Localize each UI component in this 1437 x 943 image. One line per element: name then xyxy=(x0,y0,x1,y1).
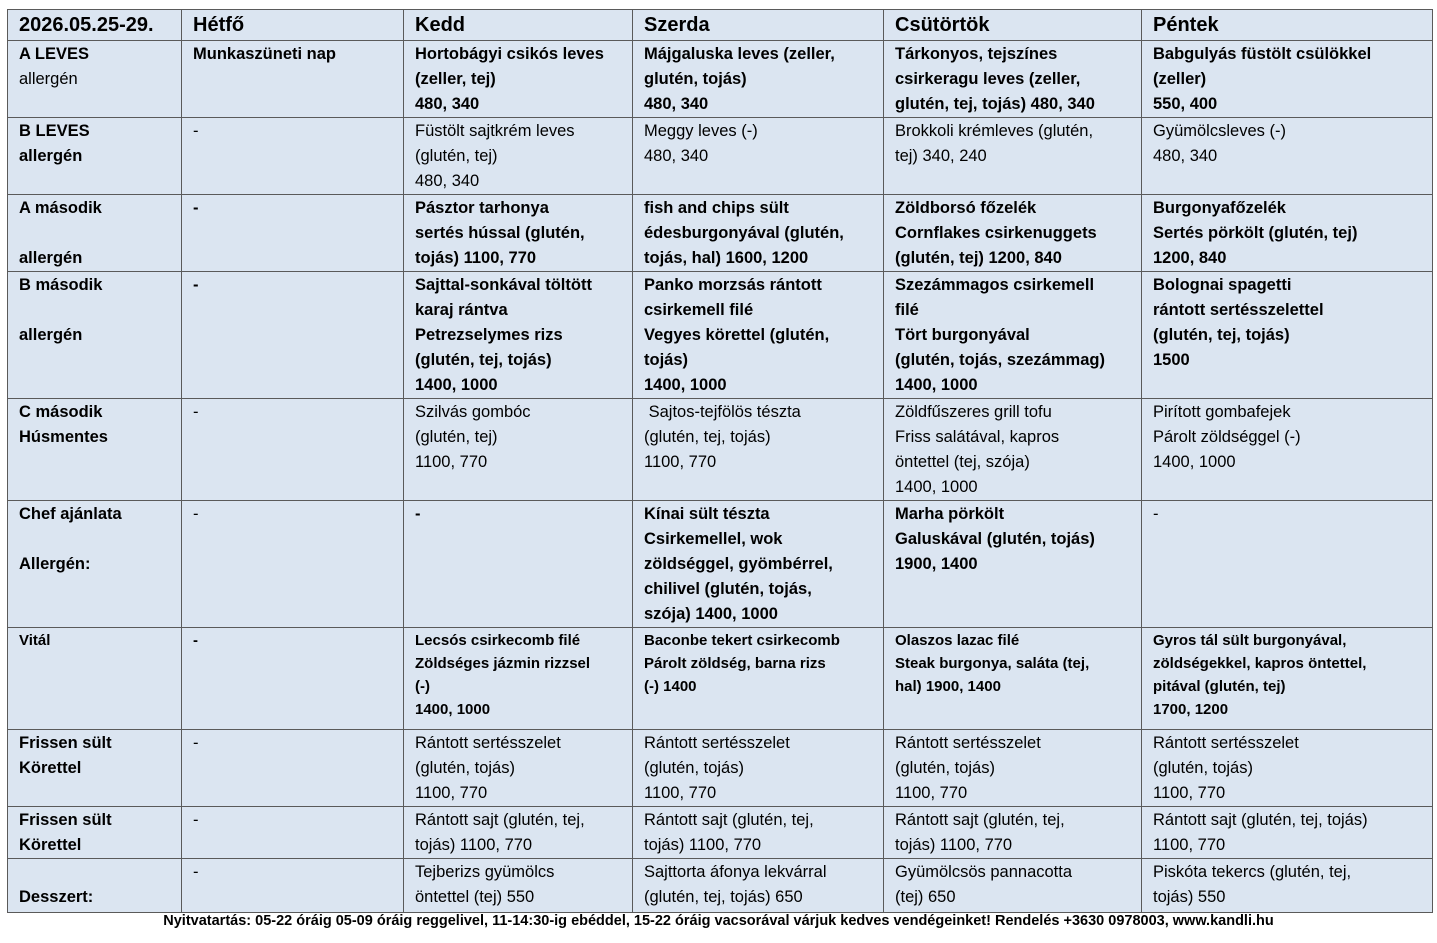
menu-cell-b-masodik-wednesday xyxy=(633,272,884,399)
menu-cell-frissen-1-wednesday xyxy=(633,730,884,807)
menu-item-line: Panko morzsás rántott xyxy=(644,276,822,294)
menu-cell-c-masodik-wednesday xyxy=(633,399,884,501)
menu-item-line: szója) 1400, 1000 xyxy=(644,605,778,623)
menu-row-b-leves xyxy=(8,118,1433,195)
row-label-line: Allergén: xyxy=(19,555,91,573)
menu-cell-c-masodik-friday xyxy=(1142,399,1433,501)
menu-cell-a-masodik-monday xyxy=(182,195,404,272)
menu-cell-b-masodik-tuesday xyxy=(404,272,633,399)
menu-cell-frissen-1-friday xyxy=(1142,730,1433,807)
menu-item-line: (glutén, tej, tojás) 650 xyxy=(644,888,803,906)
row-label-a-masodik xyxy=(8,195,182,272)
menu-row-vital xyxy=(8,628,1433,730)
header-row xyxy=(8,10,1433,41)
row-label-line xyxy=(19,221,181,246)
menu-item-line: - xyxy=(193,863,199,881)
menu-cell-b-leves-monday xyxy=(182,118,404,195)
menu-cell-b-masodik-monday xyxy=(182,272,404,399)
menu-item-line: Zöldséges jázmin rizzsel xyxy=(415,655,591,672)
row-label-line: allergén xyxy=(19,249,83,267)
menu-item-line: Burgonyafőzelék xyxy=(1153,199,1286,217)
menu-item-line: Vegyes körettel (glutén, xyxy=(644,326,830,344)
menu-item-line: Rántott sajt (glutén, tej, xyxy=(644,811,814,829)
menu-item-line: Brokkoli krémleves (glutén, xyxy=(895,122,1094,140)
row-label-line: C második xyxy=(19,403,103,421)
menu-item-line: tojás) 1100, 770 xyxy=(895,836,1013,854)
menu-item-line: Rántott sajt (glutén, tej, xyxy=(895,811,1065,829)
menu-item-line: 480, 340 xyxy=(415,95,480,113)
menu-cell-vital-monday xyxy=(182,628,404,730)
menu-item-line: Sajtos-tejfölös tészta xyxy=(644,403,801,421)
menu-item-line: - xyxy=(193,734,199,752)
menu-item-line: tojás) 550 xyxy=(1153,888,1226,906)
menu-cell-frissen-1-monday xyxy=(182,730,404,807)
day-monday: Hétfő xyxy=(182,10,404,41)
menu-cell-desszert-wednesday xyxy=(633,859,884,913)
menu-cell-vital-thursday xyxy=(884,628,1142,730)
menu-item-line: Kínai sült tészta xyxy=(644,505,770,523)
menu-cell-frissen-1-tuesday xyxy=(404,730,633,807)
menu-cell-b-masodik-thursday xyxy=(884,272,1142,399)
menu-item-line: Párolt zöldség, barna rizs xyxy=(644,655,826,672)
menu-item-line: Rántott sajt (glutén, tej, tojás) xyxy=(1153,811,1368,829)
menu-item-line: (glutén, tojás) xyxy=(644,759,744,777)
menu-row-a-leves xyxy=(8,41,1433,118)
menu-item-line: zöldségekkel, kapros öntettel, xyxy=(1153,655,1367,672)
menu-item-line: öntettel (tej) 550 xyxy=(415,888,535,906)
menu-item-line: Friss salátával, kapros xyxy=(895,428,1060,446)
menu-cell-a-masodik-wednesday xyxy=(633,195,884,272)
row-label-line: allergén xyxy=(19,70,78,88)
menu-item-line: 1100, 770 xyxy=(415,784,488,802)
menu-item-line: rántott sertésszelettel xyxy=(1153,301,1324,319)
menu-item-line: Csirkemellel, wok xyxy=(644,530,783,548)
menu-item-line: (glutén, tojás, szezámmag) xyxy=(895,351,1105,369)
menu-item-line: pitával (glutén, tej) xyxy=(1153,678,1286,695)
menu-row-desszert xyxy=(8,859,1433,913)
row-label-line: Frissen sült xyxy=(19,811,112,829)
menu-cell-chef-friday xyxy=(1142,501,1433,628)
menu-item-line: Szezámmagos csirkemell xyxy=(895,276,1095,294)
row-label-line: B LEVES xyxy=(19,122,90,140)
row-label-desszert xyxy=(8,859,182,913)
row-label-frissen-1 xyxy=(8,730,182,807)
day-tuesday: Kedd xyxy=(404,10,633,41)
menu-item-line: csirkemell filé xyxy=(644,301,754,319)
menu-item-line: Petrezselymes rizs xyxy=(415,326,563,344)
menu-item-line: 1100, 770 xyxy=(895,784,968,802)
row-label-line: B második xyxy=(19,276,103,294)
menu-item-line: Galuskával (glutén, tojás) xyxy=(895,530,1095,548)
menu-cell-a-masodik-thursday xyxy=(884,195,1142,272)
menu-item-line: 1400, 1000 xyxy=(1153,453,1236,471)
menu-cell-b-leves-tuesday xyxy=(404,118,633,195)
menu-item-line: (zeller, tej) xyxy=(415,70,496,88)
row-label-a-leves xyxy=(8,41,182,118)
menu-cell-vital-wednesday xyxy=(633,628,884,730)
menu-item-line: 480, 340 xyxy=(644,147,709,165)
menu-item-line: karaj rántva xyxy=(415,301,508,319)
menu-item-line: Babgulyás füstölt csülökkel xyxy=(1153,45,1372,63)
row-label-line: A második xyxy=(19,199,102,217)
menu-cell-chef-thursday xyxy=(884,501,1142,628)
menu-item-line: Pásztor tarhonya xyxy=(415,199,549,217)
row-label-vital xyxy=(8,628,182,730)
menu-item-line: (glutén, tej) 1200, 840 xyxy=(895,249,1062,267)
menu-item-line: tojás) 1100, 770 xyxy=(644,836,762,854)
week-date: 2026.05.25-29. xyxy=(8,10,182,41)
opening-hours-footer: Nyitvatartás: 05-22 óráig 05-09 óráig reggelivel, 11-14:30-ig ebéddel, 15-22 óráig vacsorával várjuk kedves vendégeinket! Rendelés +3630 0978003, www.kandli.hu xyxy=(163,913,1274,929)
menu-item-line: - xyxy=(193,632,198,649)
menu-row-b-masodik xyxy=(8,272,1433,399)
row-label-line: Körettel xyxy=(19,759,82,777)
menu-item-line: 1400, 1000 xyxy=(415,701,491,718)
menu-item-line: filé xyxy=(895,301,919,319)
row-label-line xyxy=(19,527,181,552)
menu-item-line: - xyxy=(415,505,421,523)
menu-item-line: (-) xyxy=(415,678,430,695)
row-label-line xyxy=(19,860,181,885)
menu-item-line: 1500 xyxy=(1153,351,1190,369)
menu-item-line: Munkaszüneti nap xyxy=(193,45,337,63)
menu-item-line: öntettel (tej, szója) xyxy=(895,453,1030,471)
menu-item-line: - xyxy=(193,122,199,140)
row-label-frissen-2 xyxy=(8,807,182,859)
menu-item-line: (glutén, tej, tojás) xyxy=(644,428,771,446)
menu-cell-desszert-monday xyxy=(182,859,404,913)
menu-cell-b-leves-wednesday xyxy=(633,118,884,195)
row-label-b-masodik xyxy=(8,272,182,399)
menu-item-line: Rántott sajt (glutén, tej, xyxy=(415,811,585,829)
row-label-line: allergén xyxy=(19,147,83,165)
menu-item-line: Steak burgonya, saláta (tej, xyxy=(895,655,1090,672)
menu-row-c-masodik xyxy=(8,399,1433,501)
menu-cell-frissen-2-monday xyxy=(182,807,404,859)
menu-cell-b-leves-thursday xyxy=(884,118,1142,195)
menu-item-line: (glutén, tej, tojás) xyxy=(1153,326,1290,344)
menu-row-frissen-2 xyxy=(8,807,1433,859)
menu-item-line: Hortobágyi csikós leves xyxy=(415,45,604,63)
menu-cell-chef-monday xyxy=(182,501,404,628)
menu-item-line: (glutén, tojás) xyxy=(1153,759,1253,777)
menu-item-line: - xyxy=(193,811,199,829)
menu-cell-vital-tuesday xyxy=(404,628,633,730)
menu-item-line: Gyümölcsleves (-) xyxy=(1153,122,1286,140)
menu-item-line: 1400, 1000 xyxy=(895,478,978,496)
menu-cell-desszert-tuesday xyxy=(404,859,633,913)
menu-item-line: Zöldfűszeres grill tofu xyxy=(895,403,1052,421)
row-label-line: Frissen sült xyxy=(19,734,112,752)
menu-item-line: 1400, 1000 xyxy=(895,376,978,394)
day-wednesday: Szerda xyxy=(633,10,884,41)
menu-item-line: Sajttorta áfonya lekvárral xyxy=(644,863,827,881)
menu-item-line: Füstölt sajtkrém leves xyxy=(415,122,575,140)
menu-item-line: tojás) xyxy=(644,351,689,369)
menu-cell-vital-friday xyxy=(1142,628,1433,730)
menu-cell-frissen-2-friday xyxy=(1142,807,1433,859)
menu-item-line: 480, 340 xyxy=(415,172,480,190)
menu-item-line: Tárkonyos, tejszínes xyxy=(895,45,1058,63)
menu-item-line: Bolognai spagetti xyxy=(1153,276,1292,294)
menu-item-line: Lecsós csirkecomb filé xyxy=(415,632,581,649)
menu-item-line: Cornflakes csirkenuggets xyxy=(895,224,1097,242)
menu-item-line: Sertés pörkölt (glutén, tej) xyxy=(1153,224,1358,242)
menu-item-line: 1100, 770 xyxy=(1153,784,1226,802)
menu-item-line: (glutén, tojás) xyxy=(895,759,995,777)
row-label-chef xyxy=(8,501,182,628)
menu-cell-a-masodik-tuesday xyxy=(404,195,633,272)
menu-item-line: Sajttal-sonkával töltött xyxy=(415,276,592,294)
menu-item-line: Rántott sertésszelet xyxy=(415,734,561,752)
row-label-c-masodik xyxy=(8,399,182,501)
menu-item-line: tej) 340, 240 xyxy=(895,147,987,165)
menu-cell-a-leves-thursday xyxy=(884,41,1142,118)
menu-cell-b-leves-friday xyxy=(1142,118,1433,195)
day-friday: Péntek xyxy=(1142,10,1433,41)
menu-item-line: (glutén, tojás) xyxy=(415,759,515,777)
menu-item-line: (tej) 650 xyxy=(895,888,956,906)
menu-item-line: Rántott sertésszelet xyxy=(1153,734,1299,752)
menu-cell-a-leves-monday xyxy=(182,41,404,118)
menu-cell-desszert-thursday xyxy=(884,859,1142,913)
menu-cell-a-leves-wednesday xyxy=(633,41,884,118)
menu-item-line: 1400, 1000 xyxy=(415,376,498,394)
menu-row-a-masodik xyxy=(8,195,1433,272)
row-label-line xyxy=(19,298,181,323)
menu-item-line: 1100, 770 xyxy=(644,784,717,802)
menu-item-line: Zöldborsó főzelék xyxy=(895,199,1037,217)
menu-item-line: (glutén, tej) xyxy=(415,428,498,446)
row-label-line: A LEVES xyxy=(19,45,89,63)
menu-item-line: Szilvás gombóc xyxy=(415,403,531,421)
menu-cell-desszert-friday xyxy=(1142,859,1433,913)
menu-item-line: Gyümölcsös pannacotta xyxy=(895,863,1073,881)
menu-item-line: glutén, tojás) xyxy=(644,70,747,88)
row-label-b-leves xyxy=(8,118,182,195)
menu-item-line: 1100, 770 xyxy=(644,453,717,471)
menu-item-line: 1400, 1000 xyxy=(644,376,727,394)
row-label-line: Körettel xyxy=(19,836,82,854)
menu-cell-chef-tuesday xyxy=(404,501,633,628)
menu-item-line: 480, 340 xyxy=(1153,147,1218,165)
menu-item-line: zöldséggel, gyömbérrel, xyxy=(644,555,833,573)
menu-item-line: glutén, tej, tojás) 480, 340 xyxy=(895,95,1095,113)
menu-item-line: 1200, 840 xyxy=(1153,249,1227,267)
menu-item-line: - xyxy=(193,199,199,217)
menu-row-chef xyxy=(8,501,1433,628)
menu-item-line: tojás, hal) 1600, 1200 xyxy=(644,249,809,267)
menu-item-line: fish and chips sült xyxy=(644,199,789,217)
menu-item-line: (-) 1400 xyxy=(644,678,697,695)
menu-item-line: Rántott sertésszelet xyxy=(644,734,790,752)
menu-item-line: chilivel (glutén, tojás, xyxy=(644,580,812,598)
row-label-line: allergén xyxy=(19,326,83,344)
menu-cell-c-masodik-thursday xyxy=(884,399,1142,501)
menu-item-line: Tört burgonyával xyxy=(895,326,1030,344)
menu-cell-a-masodik-friday xyxy=(1142,195,1433,272)
menu-item-line: tojás) 1100, 770 xyxy=(415,249,537,267)
menu-cell-b-masodik-friday xyxy=(1142,272,1433,399)
menu-item-line: Piskóta tekercs (glutén, tej, xyxy=(1153,863,1352,881)
weekly-menu-table xyxy=(7,9,1433,913)
menu-item-line: 550, 400 xyxy=(1153,95,1218,113)
menu-item-line: édesburgonyával (glutén, xyxy=(644,224,844,242)
menu-cell-c-masodik-monday xyxy=(182,399,404,501)
row-label-line: Chef ajánlata xyxy=(19,505,122,523)
menu-item-line: Baconbe tekert csirkecomb xyxy=(644,632,840,649)
menu-cell-chef-wednesday xyxy=(633,501,884,628)
menu-item-line: 1900, 1400 xyxy=(895,555,978,573)
menu-item-line: Tejberizs gyümölcs xyxy=(415,863,555,881)
menu-cell-frissen-2-wednesday xyxy=(633,807,884,859)
menu-item-line: Olaszos lazac filé xyxy=(895,632,1020,649)
row-label-line: Desszert: xyxy=(19,888,94,906)
row-label-line: Vitál xyxy=(19,632,51,649)
menu-cell-frissen-2-thursday xyxy=(884,807,1142,859)
menu-item-line: 1100, 770 xyxy=(1153,836,1226,854)
menu-item-line: tojás) 1100, 770 xyxy=(415,836,533,854)
menu-item-line: - xyxy=(193,505,199,523)
menu-item-line: hal) 1900, 1400 xyxy=(895,678,1001,695)
day-thursday: Csütörtök xyxy=(884,10,1142,41)
menu-item-line: - xyxy=(193,276,199,294)
row-label-line: Húsmentes xyxy=(19,428,108,446)
menu-cell-frissen-2-tuesday xyxy=(404,807,633,859)
menu-cell-frissen-1-thursday xyxy=(884,730,1142,807)
menu-cell-a-leves-friday xyxy=(1142,41,1433,118)
menu-item-line: 1100, 770 xyxy=(415,453,488,471)
menu-item-line: Meggy leves (-) xyxy=(644,122,758,140)
menu-item-line: (zeller) xyxy=(1153,70,1207,88)
menu-item-line: - xyxy=(1153,505,1159,523)
menu-item-line: Pirított gombafejek xyxy=(1153,403,1291,421)
menu-item-line: Rántott sertésszelet xyxy=(895,734,1041,752)
menu-item-line: (glutén, tej) xyxy=(415,147,498,165)
menu-row-frissen-1 xyxy=(8,730,1433,807)
menu-item-line: 1700, 1200 xyxy=(1153,701,1229,718)
menu-item-line: (glutén, tej, tojás) xyxy=(415,351,552,369)
menu-item-line: Marha pörkölt xyxy=(895,505,1005,523)
menu-item-line: csirkeragu leves (zeller, xyxy=(895,70,1081,88)
menu-item-line: Gyros tál sült burgonyával, xyxy=(1153,632,1347,649)
menu-item-line: 480, 340 xyxy=(644,95,709,113)
menu-item-line: Párolt zöldséggel (-) xyxy=(1153,428,1301,446)
menu-item-line: - xyxy=(193,403,199,421)
menu-cell-c-masodik-tuesday xyxy=(404,399,633,501)
menu-cell-a-leves-tuesday xyxy=(404,41,633,118)
menu-item-line: sertés hússal (glutén, xyxy=(415,224,585,242)
menu-item-line: Májgaluska leves (zeller, xyxy=(644,45,835,63)
